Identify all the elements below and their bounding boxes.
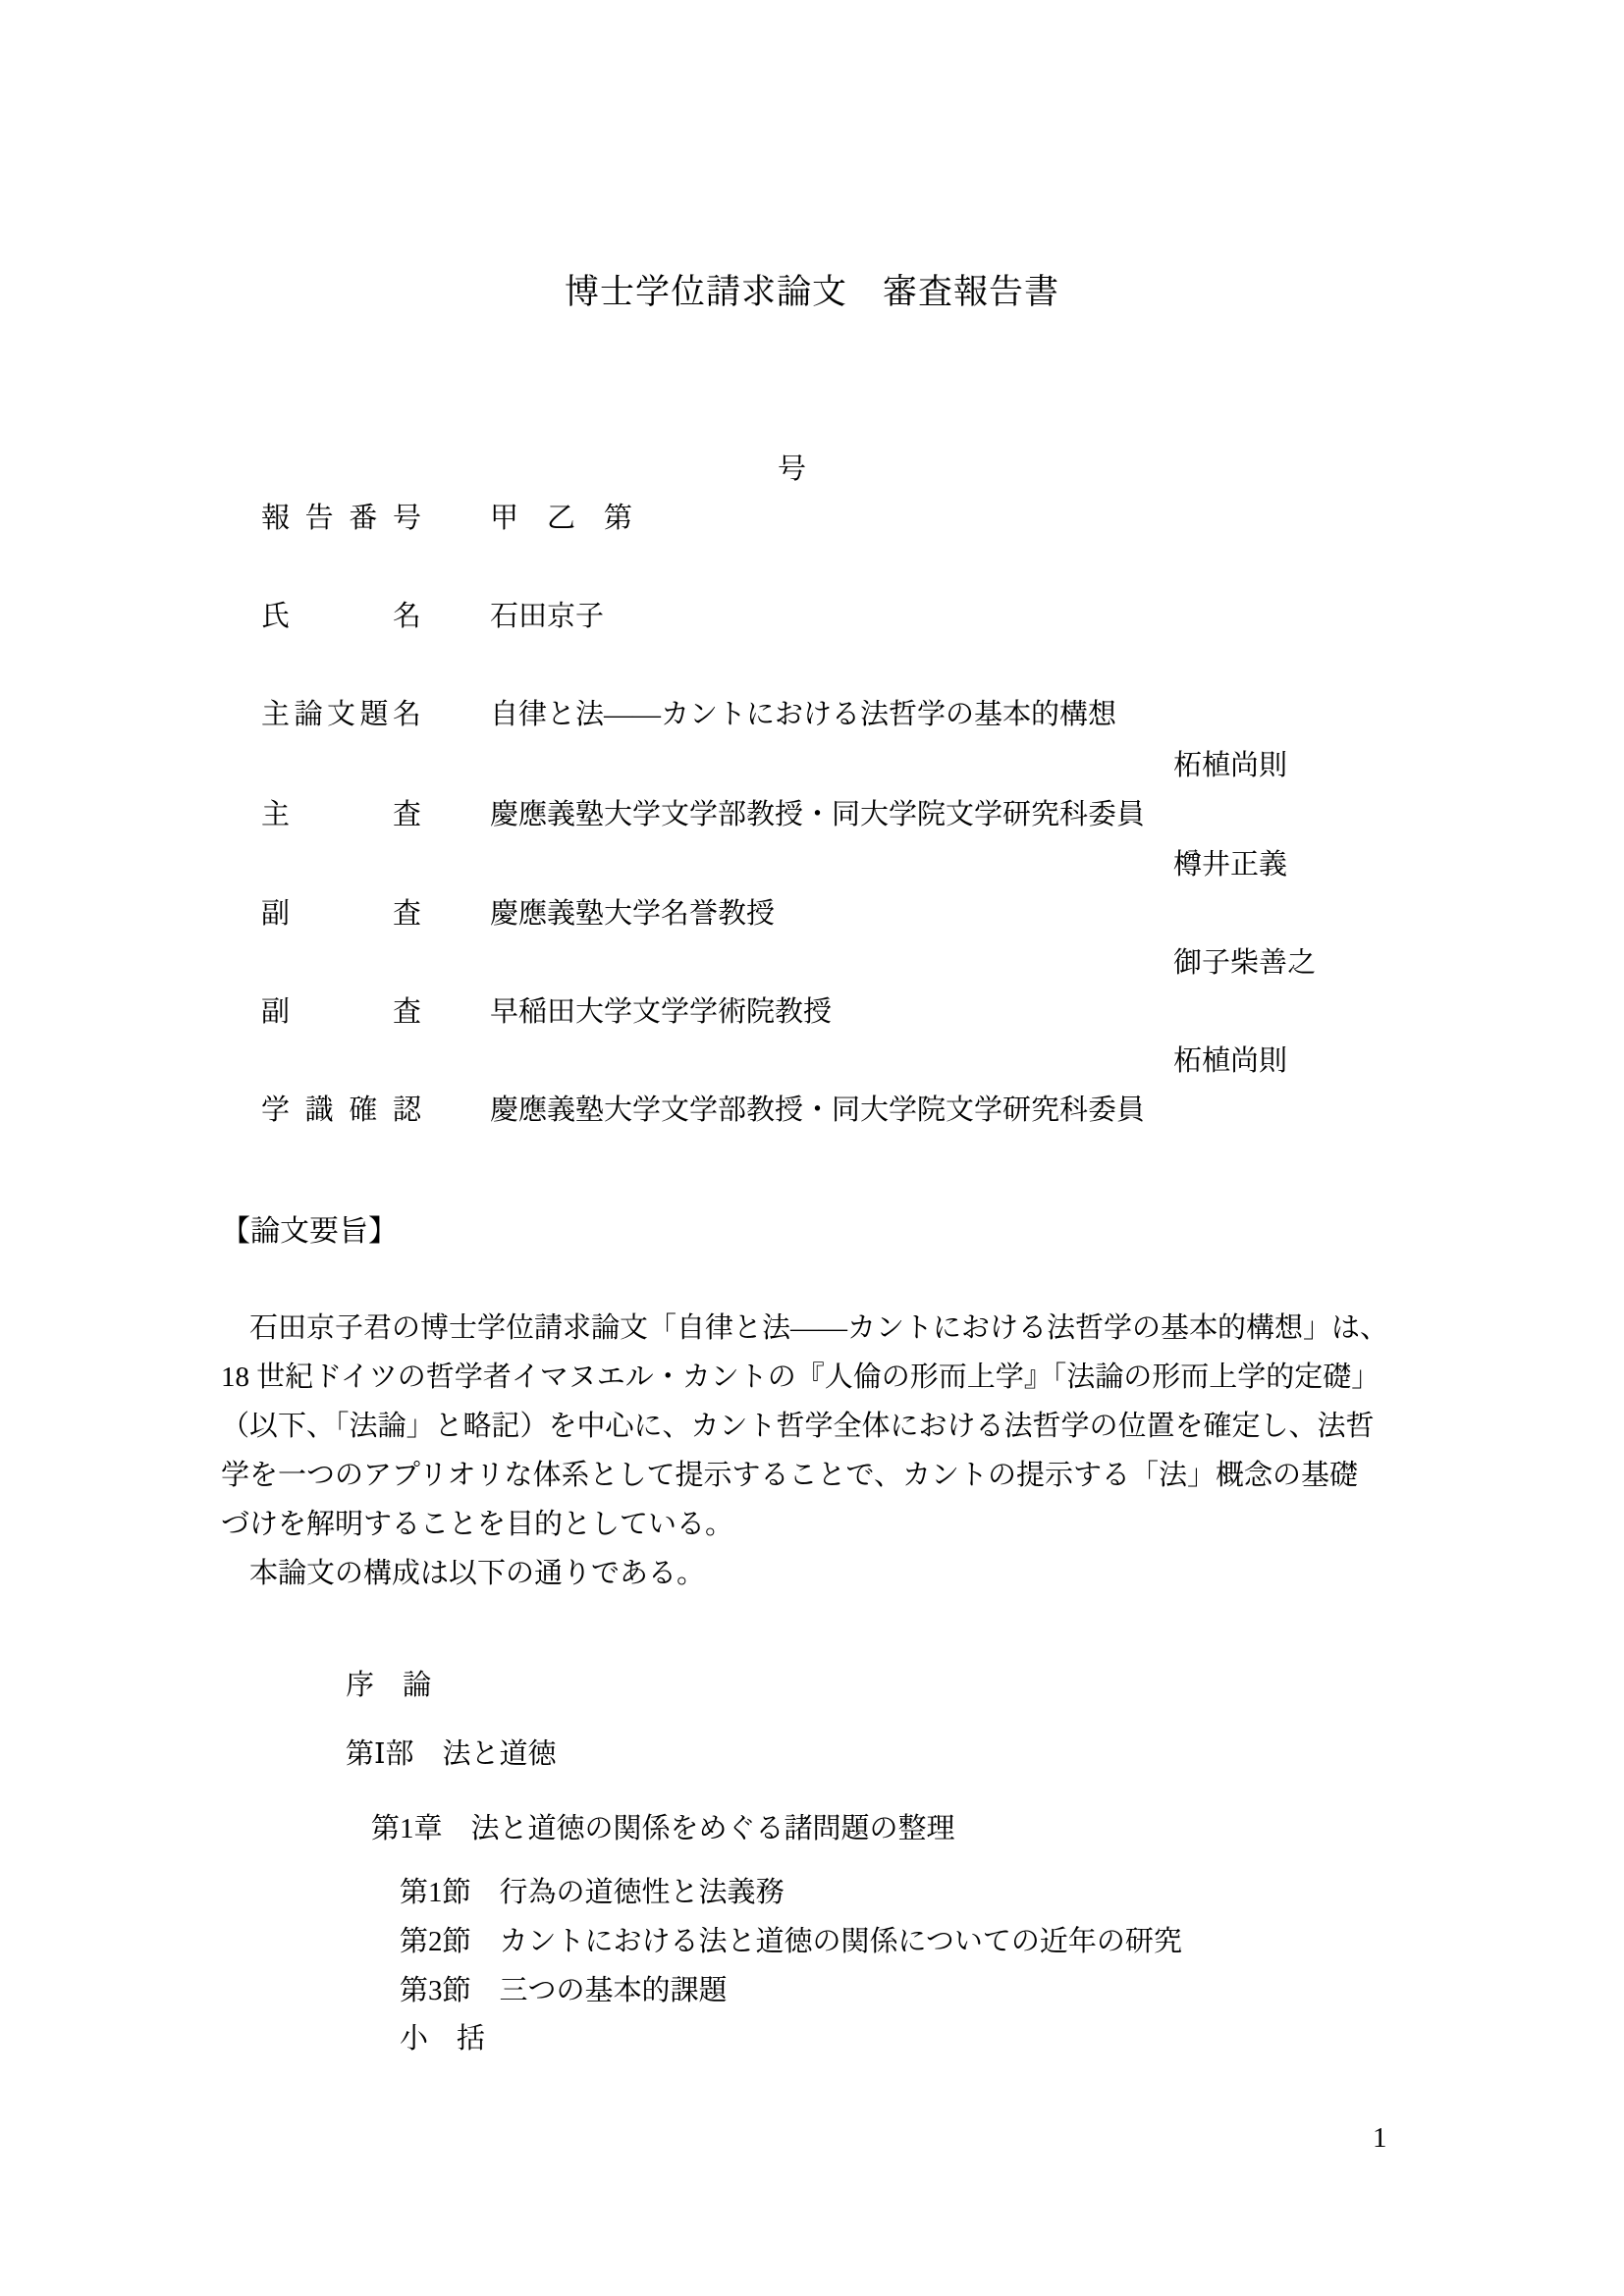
field-row-deputy-examiner-1: [233, 840, 1624, 930]
toc-item-chapter-1: 第1章 法と道徳の関係をめぐる諸問題の整理: [371, 1813, 955, 1844]
field-value: 慶應義塾大学名誉教授: [490, 898, 776, 930]
field-row-name: [233, 543, 1624, 632]
field-row-chief-examiner: [233, 741, 1624, 830]
document-title: 博士学位請求論文 審査報告書: [564, 273, 1059, 311]
field-row-thesis-title: [233, 641, 1624, 730]
summary-section-heading: 【論文要旨】: [221, 1215, 398, 1248]
paragraph-line: づけを解明することを目的としている。: [221, 1509, 734, 1540]
field-label: 副査: [261, 996, 421, 1028]
field-value: 甲 乙 第: [490, 503, 633, 534]
paragraph-line: 学を一つのアプリオリな体系として提示することで、カントの提示する「法」概念の基礎: [221, 1460, 1358, 1491]
report-number-suffix: 号: [778, 454, 807, 485]
field-row-knowledge-confirmation: [233, 1037, 1624, 1126]
field-value: 早稲田大学文学学術院教授: [490, 996, 833, 1028]
field-label: 副査: [261, 898, 421, 930]
field-value: 自律と法――カントにおける法哲学の基本的構想: [490, 699, 1117, 730]
page-number: 1: [1373, 2122, 1387, 2154]
field-value: 慶應義塾大学文学部教授・同大学院文学研究科委員: [490, 1095, 1146, 1126]
field-row-report-number: [233, 445, 1624, 534]
toc-item-introduction: 序 論: [346, 1670, 432, 1701]
field-value: 石田京子: [490, 601, 605, 632]
paragraph-line: 18 世紀ドイツの哲学者イマヌエル・カントの『人倫の形而上学』「法論の形而上学的定礎」: [221, 1362, 1380, 1393]
field-label: 主論文題名: [261, 699, 421, 730]
field-label: 主査: [261, 799, 421, 830]
examiner-name: 樽井正義: [1173, 849, 1288, 881]
toc-item-section-1: 第1節 行為の道徳性と法義務: [400, 1877, 785, 1908]
examiner-name: 柘植尚則: [1173, 750, 1288, 781]
toc-item-section-2: 第2節 カントにおける法と道徳の関係についての近年の研究: [400, 1926, 1182, 1957]
toc-item-subsummary: 小 括: [400, 2023, 486, 2055]
field-label: 学識確認: [261, 1095, 421, 1126]
examiner-name: 御子柴善之: [1173, 947, 1317, 979]
field-value: 慶應義塾大学文学部教授・同大学院文学研究科委員: [490, 799, 1146, 830]
summary-paragraph: [221, 1304, 1411, 1598]
field-label: 報告番号: [261, 503, 421, 534]
field-row-deputy-examiner-2: [233, 938, 1624, 1028]
paragraph-line: 石田京子君の博士学位請求論文「自律と法――カントにおける法哲学の基本的構想」は、: [249, 1312, 1389, 1344]
toc-item-section-3: 第3節 三つの基本的課題: [400, 1975, 728, 2006]
paragraph-line: 本論文の構成は以下の通りである。: [249, 1558, 706, 1589]
toc-item-part-1: 第Ⅰ部 法と道徳: [346, 1738, 557, 1770]
paragraph-line: （以下、「法論」と略記）を中心に、カント哲学全体における法哲学の位置を確定し、法哲: [221, 1411, 1375, 1442]
examiner-name: 柘植尚則: [1173, 1045, 1288, 1077]
field-label: 氏名: [261, 601, 421, 632]
